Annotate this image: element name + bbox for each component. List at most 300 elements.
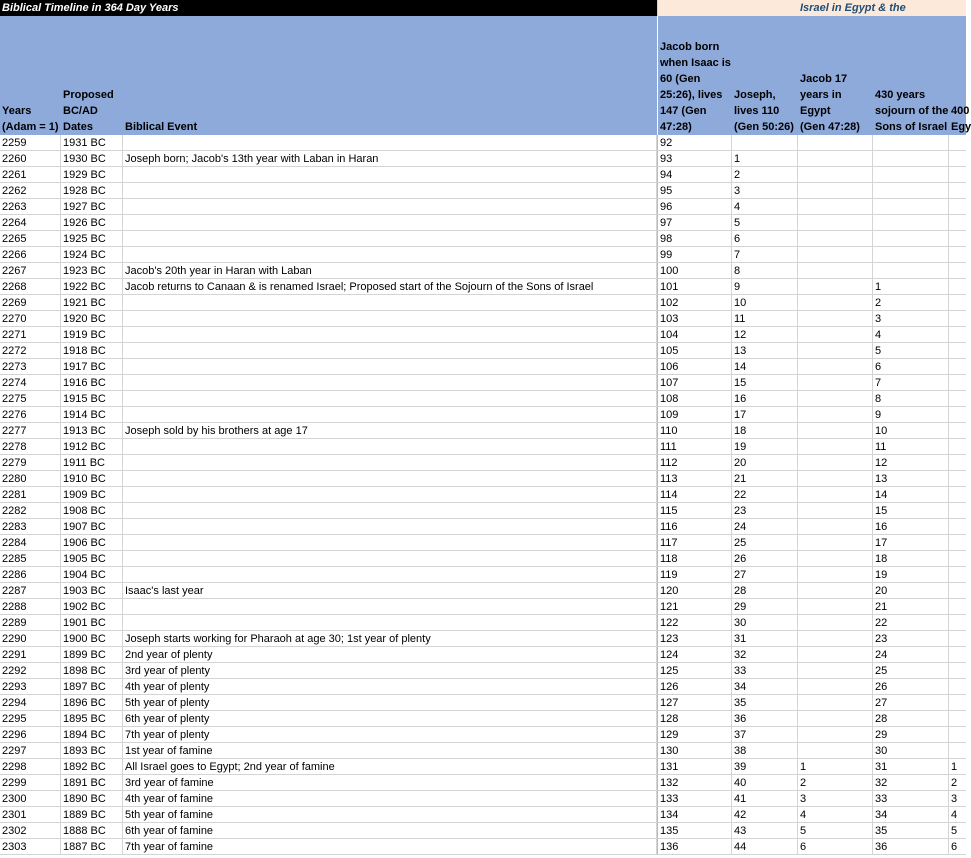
cell-400-year[interactable] xyxy=(949,647,966,663)
cell-jacob-egypt-year[interactable] xyxy=(798,615,873,631)
cell-sojourn-year[interactable]: 36 xyxy=(873,839,949,855)
cell-joseph-age[interactable]: 39 xyxy=(732,759,798,775)
cell-joseph-age[interactable]: 44 xyxy=(732,839,798,855)
cell-date[interactable]: 1908 BC xyxy=(61,503,123,519)
cell-sojourn-year[interactable] xyxy=(873,151,949,167)
cell-year[interactable]: 2283 xyxy=(0,519,61,535)
cell-date[interactable]: 1901 BC xyxy=(61,615,123,631)
cell-year[interactable]: 2263 xyxy=(0,199,61,215)
cell-sojourn-year[interactable]: 20 xyxy=(873,583,949,599)
cell-year[interactable]: 2295 xyxy=(0,711,61,727)
cell-400-year[interactable] xyxy=(949,631,966,647)
cell-400-year[interactable] xyxy=(949,247,966,263)
cell-event[interactable] xyxy=(123,167,657,183)
cell-jacob-age[interactable]: 105 xyxy=(657,343,732,359)
cell-date[interactable]: 1905 BC xyxy=(61,551,123,567)
cell-year[interactable]: 2293 xyxy=(0,679,61,695)
cell-joseph-age[interactable]: 12 xyxy=(732,327,798,343)
cell-400-year[interactable] xyxy=(949,487,966,503)
cell-year[interactable]: 2298 xyxy=(0,759,61,775)
cell-joseph-age[interactable]: 22 xyxy=(732,487,798,503)
cell-joseph-age[interactable]: 27 xyxy=(732,567,798,583)
cell-jacob-age[interactable]: 130 xyxy=(657,743,732,759)
cell-event[interactable] xyxy=(123,135,657,151)
cell-jacob-age[interactable]: 102 xyxy=(657,295,732,311)
cell-sojourn-year[interactable]: 28 xyxy=(873,711,949,727)
cell-year[interactable]: 2277 xyxy=(0,423,61,439)
cell-event[interactable] xyxy=(123,551,657,567)
cell-event[interactable] xyxy=(123,439,657,455)
cell-jacob-egypt-year[interactable] xyxy=(798,247,873,263)
cell-date[interactable]: 1897 BC xyxy=(61,679,123,695)
cell-jacob-age[interactable]: 133 xyxy=(657,791,732,807)
cell-sojourn-year[interactable]: 10 xyxy=(873,423,949,439)
cell-date[interactable]: 1889 BC xyxy=(61,807,123,823)
cell-400-year[interactable] xyxy=(949,375,966,391)
cell-joseph-age[interactable]: 31 xyxy=(732,631,798,647)
cell-year[interactable]: 2272 xyxy=(0,343,61,359)
cell-event[interactable] xyxy=(123,359,657,375)
cell-event[interactable] xyxy=(123,295,657,311)
cell-event[interactable]: 5th year of plenty xyxy=(123,695,657,711)
cell-joseph-age[interactable]: 11 xyxy=(732,311,798,327)
cell-event[interactable] xyxy=(123,567,657,583)
cell-date[interactable]: 1930 BC xyxy=(61,151,123,167)
cell-jacob-age[interactable]: 92 xyxy=(657,135,732,151)
cell-year[interactable]: 2299 xyxy=(0,775,61,791)
header-biblical-event[interactable]: Biblical Event xyxy=(125,121,198,133)
cell-jacob-egypt-year[interactable]: 1 xyxy=(798,759,873,775)
cell-year[interactable]: 2302 xyxy=(0,823,61,839)
cell-jacob-age[interactable]: 125 xyxy=(657,663,732,679)
cell-jacob-age[interactable]: 103 xyxy=(657,311,732,327)
cell-400-year[interactable] xyxy=(949,151,966,167)
cell-date[interactable]: 1893 BC xyxy=(61,743,123,759)
cell-sojourn-year[interactable] xyxy=(873,183,949,199)
cell-event[interactable] xyxy=(123,391,657,407)
cell-joseph-age[interactable]: 7 xyxy=(732,247,798,263)
cell-jacob-age[interactable]: 122 xyxy=(657,615,732,631)
cell-jacob-egypt-year[interactable] xyxy=(798,631,873,647)
cell-sojourn-year[interactable]: 22 xyxy=(873,615,949,631)
cell-400-year[interactable] xyxy=(949,231,966,247)
cell-400-year[interactable] xyxy=(949,519,966,535)
cell-400-year[interactable]: 3 xyxy=(949,791,966,807)
cell-event[interactable] xyxy=(123,455,657,471)
cell-jacob-egypt-year[interactable] xyxy=(798,231,873,247)
cell-event[interactable]: 2nd year of plenty xyxy=(123,647,657,663)
cell-date[interactable]: 1921 BC xyxy=(61,295,123,311)
cell-event[interactable] xyxy=(123,231,657,247)
cell-jacob-age[interactable]: 106 xyxy=(657,359,732,375)
cell-date[interactable]: 1927 BC xyxy=(61,199,123,215)
cell-joseph-age[interactable]: 23 xyxy=(732,503,798,519)
cell-jacob-age[interactable]: 128 xyxy=(657,711,732,727)
cell-jacob-age[interactable]: 97 xyxy=(657,215,732,231)
cell-year[interactable]: 2275 xyxy=(0,391,61,407)
cell-400-year[interactable] xyxy=(949,295,966,311)
cell-date[interactable]: 1887 BC xyxy=(61,839,123,855)
cell-joseph-age[interactable]: 37 xyxy=(732,727,798,743)
cell-sojourn-year[interactable]: 29 xyxy=(873,727,949,743)
cell-date[interactable]: 1910 BC xyxy=(61,471,123,487)
cell-event[interactable] xyxy=(123,535,657,551)
cell-year[interactable]: 2296 xyxy=(0,727,61,743)
cell-joseph-age[interactable]: 38 xyxy=(732,743,798,759)
cell-jacob-egypt-year[interactable]: 4 xyxy=(798,807,873,823)
cell-date[interactable]: 1917 BC xyxy=(61,359,123,375)
cell-joseph-age[interactable]: 19 xyxy=(732,439,798,455)
cell-jacob-egypt-year[interactable] xyxy=(798,711,873,727)
cell-event[interactable]: 3rd year of famine xyxy=(123,775,657,791)
cell-event[interactable]: 7th year of famine xyxy=(123,839,657,855)
cell-jacob-egypt-year[interactable] xyxy=(798,407,873,423)
cell-jacob-age[interactable]: 121 xyxy=(657,599,732,615)
cell-400-year[interactable] xyxy=(949,215,966,231)
cell-date[interactable]: 1920 BC xyxy=(61,311,123,327)
cell-jacob-egypt-year[interactable]: 6 xyxy=(798,839,873,855)
cell-year[interactable]: 2281 xyxy=(0,487,61,503)
cell-date[interactable]: 1924 BC xyxy=(61,247,123,263)
cell-400-year[interactable] xyxy=(949,391,966,407)
cell-jacob-age[interactable]: 134 xyxy=(657,807,732,823)
cell-year[interactable]: 2271 xyxy=(0,327,61,343)
cell-jacob-egypt-year[interactable] xyxy=(798,727,873,743)
cell-400-year[interactable] xyxy=(949,503,966,519)
cell-jacob-egypt-year[interactable]: 5 xyxy=(798,823,873,839)
cell-joseph-age[interactable]: 26 xyxy=(732,551,798,567)
cell-year[interactable]: 2269 xyxy=(0,295,61,311)
cell-event[interactable] xyxy=(123,199,657,215)
cell-date[interactable]: 1891 BC xyxy=(61,775,123,791)
cell-date[interactable]: 1923 BC xyxy=(61,263,123,279)
cell-400-year[interactable] xyxy=(949,183,966,199)
header-years[interactable]: Years (Adam = 1) xyxy=(2,105,59,133)
cell-event[interactable]: 4th year of famine xyxy=(123,791,657,807)
cell-sojourn-year[interactable]: 27 xyxy=(873,695,949,711)
cell-joseph-age[interactable]: 42 xyxy=(732,807,798,823)
cell-date[interactable]: 1906 BC xyxy=(61,535,123,551)
cell-jacob-age[interactable]: 135 xyxy=(657,823,732,839)
cell-year[interactable]: 2288 xyxy=(0,599,61,615)
cell-400-year[interactable]: 6 xyxy=(949,839,966,855)
cell-event[interactable] xyxy=(123,247,657,263)
header-sojourn[interactable]: 430 years sojourn of the Sons of Israel xyxy=(875,89,949,133)
cell-sojourn-year[interactable]: 12 xyxy=(873,455,949,471)
cell-joseph-age[interactable]: 20 xyxy=(732,455,798,471)
cell-date[interactable]: 1925 BC xyxy=(61,231,123,247)
cell-400-year[interactable] xyxy=(949,599,966,615)
cell-sojourn-year[interactable] xyxy=(873,263,949,279)
cell-event[interactable]: Joseph starts working for Pharaoh at age 30; 1st year of plenty xyxy=(123,631,657,647)
cell-jacob-age[interactable]: 94 xyxy=(657,167,732,183)
cell-date[interactable]: 1903 BC xyxy=(61,583,123,599)
cell-event[interactable]: 7th year of plenty xyxy=(123,727,657,743)
cell-jacob-age[interactable]: 119 xyxy=(657,567,732,583)
cell-sojourn-year[interactable]: 23 xyxy=(873,631,949,647)
cell-joseph-age[interactable]: 33 xyxy=(732,663,798,679)
cell-year[interactable]: 2274 xyxy=(0,375,61,391)
cell-jacob-age[interactable]: 132 xyxy=(657,775,732,791)
cell-jacob-egypt-year[interactable] xyxy=(798,487,873,503)
cell-date[interactable]: 1929 BC xyxy=(61,167,123,183)
cell-jacob-egypt-year[interactable] xyxy=(798,327,873,343)
cell-joseph-age[interactable]: 40 xyxy=(732,775,798,791)
cell-400-year[interactable] xyxy=(949,135,966,151)
cell-jacob-egypt-year[interactable] xyxy=(798,519,873,535)
cell-sojourn-year[interactable]: 2 xyxy=(873,295,949,311)
cell-date[interactable]: 1890 BC xyxy=(61,791,123,807)
cell-year[interactable]: 2301 xyxy=(0,807,61,823)
cell-date[interactable]: 1918 BC xyxy=(61,343,123,359)
cell-jacob-egypt-year[interactable] xyxy=(798,743,873,759)
cell-year[interactable]: 2261 xyxy=(0,167,61,183)
cell-sojourn-year[interactable]: 26 xyxy=(873,679,949,695)
cell-400-year[interactable] xyxy=(949,727,966,743)
cell-sojourn-year[interactable]: 17 xyxy=(873,535,949,551)
cell-jacob-age[interactable]: 127 xyxy=(657,695,732,711)
cell-date[interactable]: 1911 BC xyxy=(61,455,123,471)
cell-400-year[interactable] xyxy=(949,615,966,631)
cell-year[interactable]: 2270 xyxy=(0,311,61,327)
cell-joseph-age[interactable]: 8 xyxy=(732,263,798,279)
cell-year[interactable]: 2282 xyxy=(0,503,61,519)
cell-400-year[interactable] xyxy=(949,583,966,599)
cell-event[interactable]: Joseph sold by his brothers at age 17 xyxy=(123,423,657,439)
cell-joseph-age[interactable]: 18 xyxy=(732,423,798,439)
cell-year[interactable]: 2268 xyxy=(0,279,61,295)
cell-jacob-age[interactable]: 136 xyxy=(657,839,732,855)
cell-jacob-egypt-year[interactable] xyxy=(798,439,873,455)
cell-400-year[interactable] xyxy=(949,695,966,711)
cell-sojourn-year[interactable] xyxy=(873,199,949,215)
cell-sojourn-year[interactable]: 21 xyxy=(873,599,949,615)
cell-joseph-age[interactable]: 4 xyxy=(732,199,798,215)
cell-event[interactable] xyxy=(123,343,657,359)
cell-date[interactable]: 1900 BC xyxy=(61,631,123,647)
cell-sojourn-year[interactable]: 15 xyxy=(873,503,949,519)
cell-400-year[interactable] xyxy=(949,311,966,327)
cell-year[interactable]: 2262 xyxy=(0,183,61,199)
cell-jacob-egypt-year[interactable] xyxy=(798,311,873,327)
cell-year[interactable]: 2280 xyxy=(0,471,61,487)
cell-event[interactable] xyxy=(123,487,657,503)
cell-event[interactable] xyxy=(123,183,657,199)
cell-date[interactable]: 1898 BC xyxy=(61,663,123,679)
cell-sojourn-year[interactable]: 33 xyxy=(873,791,949,807)
cell-jacob-egypt-year[interactable] xyxy=(798,567,873,583)
cell-400-year[interactable] xyxy=(949,535,966,551)
cell-sojourn-year[interactable]: 5 xyxy=(873,343,949,359)
cell-jacob-egypt-year[interactable] xyxy=(798,455,873,471)
cell-year[interactable]: 2300 xyxy=(0,791,61,807)
cell-jacob-age[interactable]: 99 xyxy=(657,247,732,263)
cell-event[interactable] xyxy=(123,311,657,327)
cell-date[interactable]: 1922 BC xyxy=(61,279,123,295)
cell-jacob-egypt-year[interactable] xyxy=(798,359,873,375)
cell-jacob-egypt-year[interactable] xyxy=(798,135,873,151)
cell-sojourn-year[interactable]: 18 xyxy=(873,551,949,567)
cell-date[interactable]: 1928 BC xyxy=(61,183,123,199)
cell-400-year[interactable] xyxy=(949,439,966,455)
cell-jacob-age[interactable]: 120 xyxy=(657,583,732,599)
cell-joseph-age[interactable]: 28 xyxy=(732,583,798,599)
cell-date[interactable]: 1916 BC xyxy=(61,375,123,391)
cell-date[interactable]: 1895 BC xyxy=(61,711,123,727)
cell-jacob-age[interactable]: 131 xyxy=(657,759,732,775)
cell-sojourn-year[interactable]: 13 xyxy=(873,471,949,487)
cell-joseph-age[interactable]: 35 xyxy=(732,695,798,711)
cell-400-year[interactable] xyxy=(949,679,966,695)
cell-jacob-age[interactable]: 107 xyxy=(657,375,732,391)
header-dates[interactable]: Proposed BC/AD Dates xyxy=(63,89,114,133)
cell-400-year[interactable] xyxy=(949,423,966,439)
cell-joseph-age[interactable]: 32 xyxy=(732,647,798,663)
cell-jacob-age[interactable]: 110 xyxy=(657,423,732,439)
cell-event[interactable] xyxy=(123,471,657,487)
cell-joseph-age[interactable]: 15 xyxy=(732,375,798,391)
cell-jacob-egypt-year[interactable] xyxy=(798,215,873,231)
cell-400-year[interactable]: 5 xyxy=(949,823,966,839)
cell-400-year[interactable] xyxy=(949,359,966,375)
cell-year[interactable]: 2289 xyxy=(0,615,61,631)
cell-sojourn-year[interactable] xyxy=(873,135,949,151)
cell-event[interactable]: 6th year of plenty xyxy=(123,711,657,727)
cell-jacob-age[interactable]: 111 xyxy=(657,439,732,455)
cell-event[interactable] xyxy=(123,375,657,391)
cell-joseph-age[interactable]: 3 xyxy=(732,183,798,199)
cell-date[interactable]: 1909 BC xyxy=(61,487,123,503)
cell-joseph-age[interactable]: 5 xyxy=(732,215,798,231)
cell-year[interactable]: 2279 xyxy=(0,455,61,471)
cell-joseph-age[interactable]: 6 xyxy=(732,231,798,247)
cell-joseph-age[interactable]: 9 xyxy=(732,279,798,295)
cell-event[interactable] xyxy=(123,407,657,423)
cell-event[interactable]: All Israel goes to Egypt; 2nd year of famine xyxy=(123,759,657,775)
cell-joseph-age[interactable]: 36 xyxy=(732,711,798,727)
cell-date[interactable]: 1913 BC xyxy=(61,423,123,439)
header-jacob-egypt[interactable]: Jacob 17 years in Egypt (Gen 47:28) xyxy=(800,73,860,133)
cell-joseph-age[interactable]: 30 xyxy=(732,615,798,631)
cell-400-year[interactable] xyxy=(949,711,966,727)
cell-joseph-age[interactable]: 24 xyxy=(732,519,798,535)
cell-sojourn-year[interactable]: 8 xyxy=(873,391,949,407)
cell-sojourn-year[interactable]: 3 xyxy=(873,311,949,327)
cell-400-year[interactable] xyxy=(949,263,966,279)
cell-year[interactable]: 2284 xyxy=(0,535,61,551)
cell-400-year[interactable] xyxy=(949,743,966,759)
cell-400-year[interactable] xyxy=(949,407,966,423)
cell-jacob-age[interactable]: 129 xyxy=(657,727,732,743)
cell-400-year[interactable] xyxy=(949,167,966,183)
cell-400-year[interactable] xyxy=(949,343,966,359)
cell-joseph-age[interactable]: 41 xyxy=(732,791,798,807)
cell-event[interactable]: Isaac's last year xyxy=(123,583,657,599)
cell-jacob-egypt-year[interactable] xyxy=(798,343,873,359)
cell-sojourn-year[interactable]: 25 xyxy=(873,663,949,679)
cell-400-year[interactable] xyxy=(949,471,966,487)
cell-sojourn-year[interactable]: 19 xyxy=(873,567,949,583)
cell-year[interactable]: 2278 xyxy=(0,439,61,455)
cell-400-year[interactable]: 2 xyxy=(949,775,966,791)
cell-jacob-egypt-year[interactable] xyxy=(798,391,873,407)
cell-sojourn-year[interactable]: 35 xyxy=(873,823,949,839)
cell-event[interactable]: 4th year of plenty xyxy=(123,679,657,695)
cell-event[interactable] xyxy=(123,327,657,343)
cell-date[interactable]: 1899 BC xyxy=(61,647,123,663)
cell-sojourn-year[interactable]: 6 xyxy=(873,359,949,375)
cell-jacob-age[interactable]: 109 xyxy=(657,407,732,423)
cell-jacob-age[interactable]: 112 xyxy=(657,455,732,471)
cell-joseph-age[interactable]: 17 xyxy=(732,407,798,423)
cell-jacob-age[interactable]: 98 xyxy=(657,231,732,247)
cell-joseph-age[interactable]: 14 xyxy=(732,359,798,375)
cell-jacob-egypt-year[interactable] xyxy=(798,183,873,199)
cell-date[interactable]: 1894 BC xyxy=(61,727,123,743)
cell-jacob-egypt-year[interactable] xyxy=(798,167,873,183)
cell-jacob-age[interactable]: 104 xyxy=(657,327,732,343)
cell-400-year[interactable] xyxy=(949,663,966,679)
cell-joseph-age[interactable]: 10 xyxy=(732,295,798,311)
cell-sojourn-year[interactable]: 7 xyxy=(873,375,949,391)
cell-event[interactable] xyxy=(123,599,657,615)
cell-event[interactable]: Jacob's 20th year in Haran with Laban xyxy=(123,263,657,279)
cell-year[interactable]: 2259 xyxy=(0,135,61,151)
header-joseph[interactable]: Joseph, lives 110 (Gen 50:26) xyxy=(734,89,794,133)
cell-jacob-egypt-year[interactable] xyxy=(798,151,873,167)
cell-sojourn-year[interactable] xyxy=(873,215,949,231)
cell-joseph-age[interactable]: 29 xyxy=(732,599,798,615)
cell-400-year[interactable] xyxy=(949,455,966,471)
cell-joseph-age[interactable] xyxy=(732,135,798,151)
cell-jacob-age[interactable]: 95 xyxy=(657,183,732,199)
cell-jacob-age[interactable]: 117 xyxy=(657,535,732,551)
cell-event[interactable]: Joseph born; Jacob's 13th year with Laban in Haran xyxy=(123,151,657,167)
cell-date[interactable]: 1919 BC xyxy=(61,327,123,343)
cell-sojourn-year[interactable]: 30 xyxy=(873,743,949,759)
cell-sojourn-year[interactable]: 4 xyxy=(873,327,949,343)
cell-year[interactable]: 2276 xyxy=(0,407,61,423)
cell-joseph-age[interactable]: 13 xyxy=(732,343,798,359)
cell-jacob-egypt-year[interactable] xyxy=(798,375,873,391)
cell-event[interactable]: 3rd year of plenty xyxy=(123,663,657,679)
cell-jacob-egypt-year[interactable] xyxy=(798,551,873,567)
cell-joseph-age[interactable]: 16 xyxy=(732,391,798,407)
cell-jacob-egypt-year[interactable] xyxy=(798,695,873,711)
cell-year[interactable]: 2287 xyxy=(0,583,61,599)
cell-jacob-egypt-year[interactable] xyxy=(798,535,873,551)
cell-sojourn-year[interactable]: 1 xyxy=(873,279,949,295)
cell-jacob-egypt-year[interactable] xyxy=(798,663,873,679)
cell-400-year[interactable] xyxy=(949,199,966,215)
cell-year[interactable]: 2267 xyxy=(0,263,61,279)
cell-year[interactable]: 2291 xyxy=(0,647,61,663)
cell-date[interactable]: 1902 BC xyxy=(61,599,123,615)
cell-jacob-age[interactable]: 100 xyxy=(657,263,732,279)
cell-sojourn-year[interactable] xyxy=(873,247,949,263)
cell-jacob-egypt-year[interactable] xyxy=(798,583,873,599)
cell-sojourn-year[interactable]: 31 xyxy=(873,759,949,775)
cell-sojourn-year[interactable]: 16 xyxy=(873,519,949,535)
cell-event[interactable] xyxy=(123,215,657,231)
cell-event[interactable] xyxy=(123,503,657,519)
cell-event[interactable]: 1st year of famine xyxy=(123,743,657,759)
cell-year[interactable]: 2285 xyxy=(0,551,61,567)
cell-jacob-egypt-year[interactable] xyxy=(798,679,873,695)
cell-jacob-egypt-year[interactable] xyxy=(798,199,873,215)
cell-400-year[interactable]: 1 xyxy=(949,759,966,775)
cell-event[interactable]: 6th year of famine xyxy=(123,823,657,839)
